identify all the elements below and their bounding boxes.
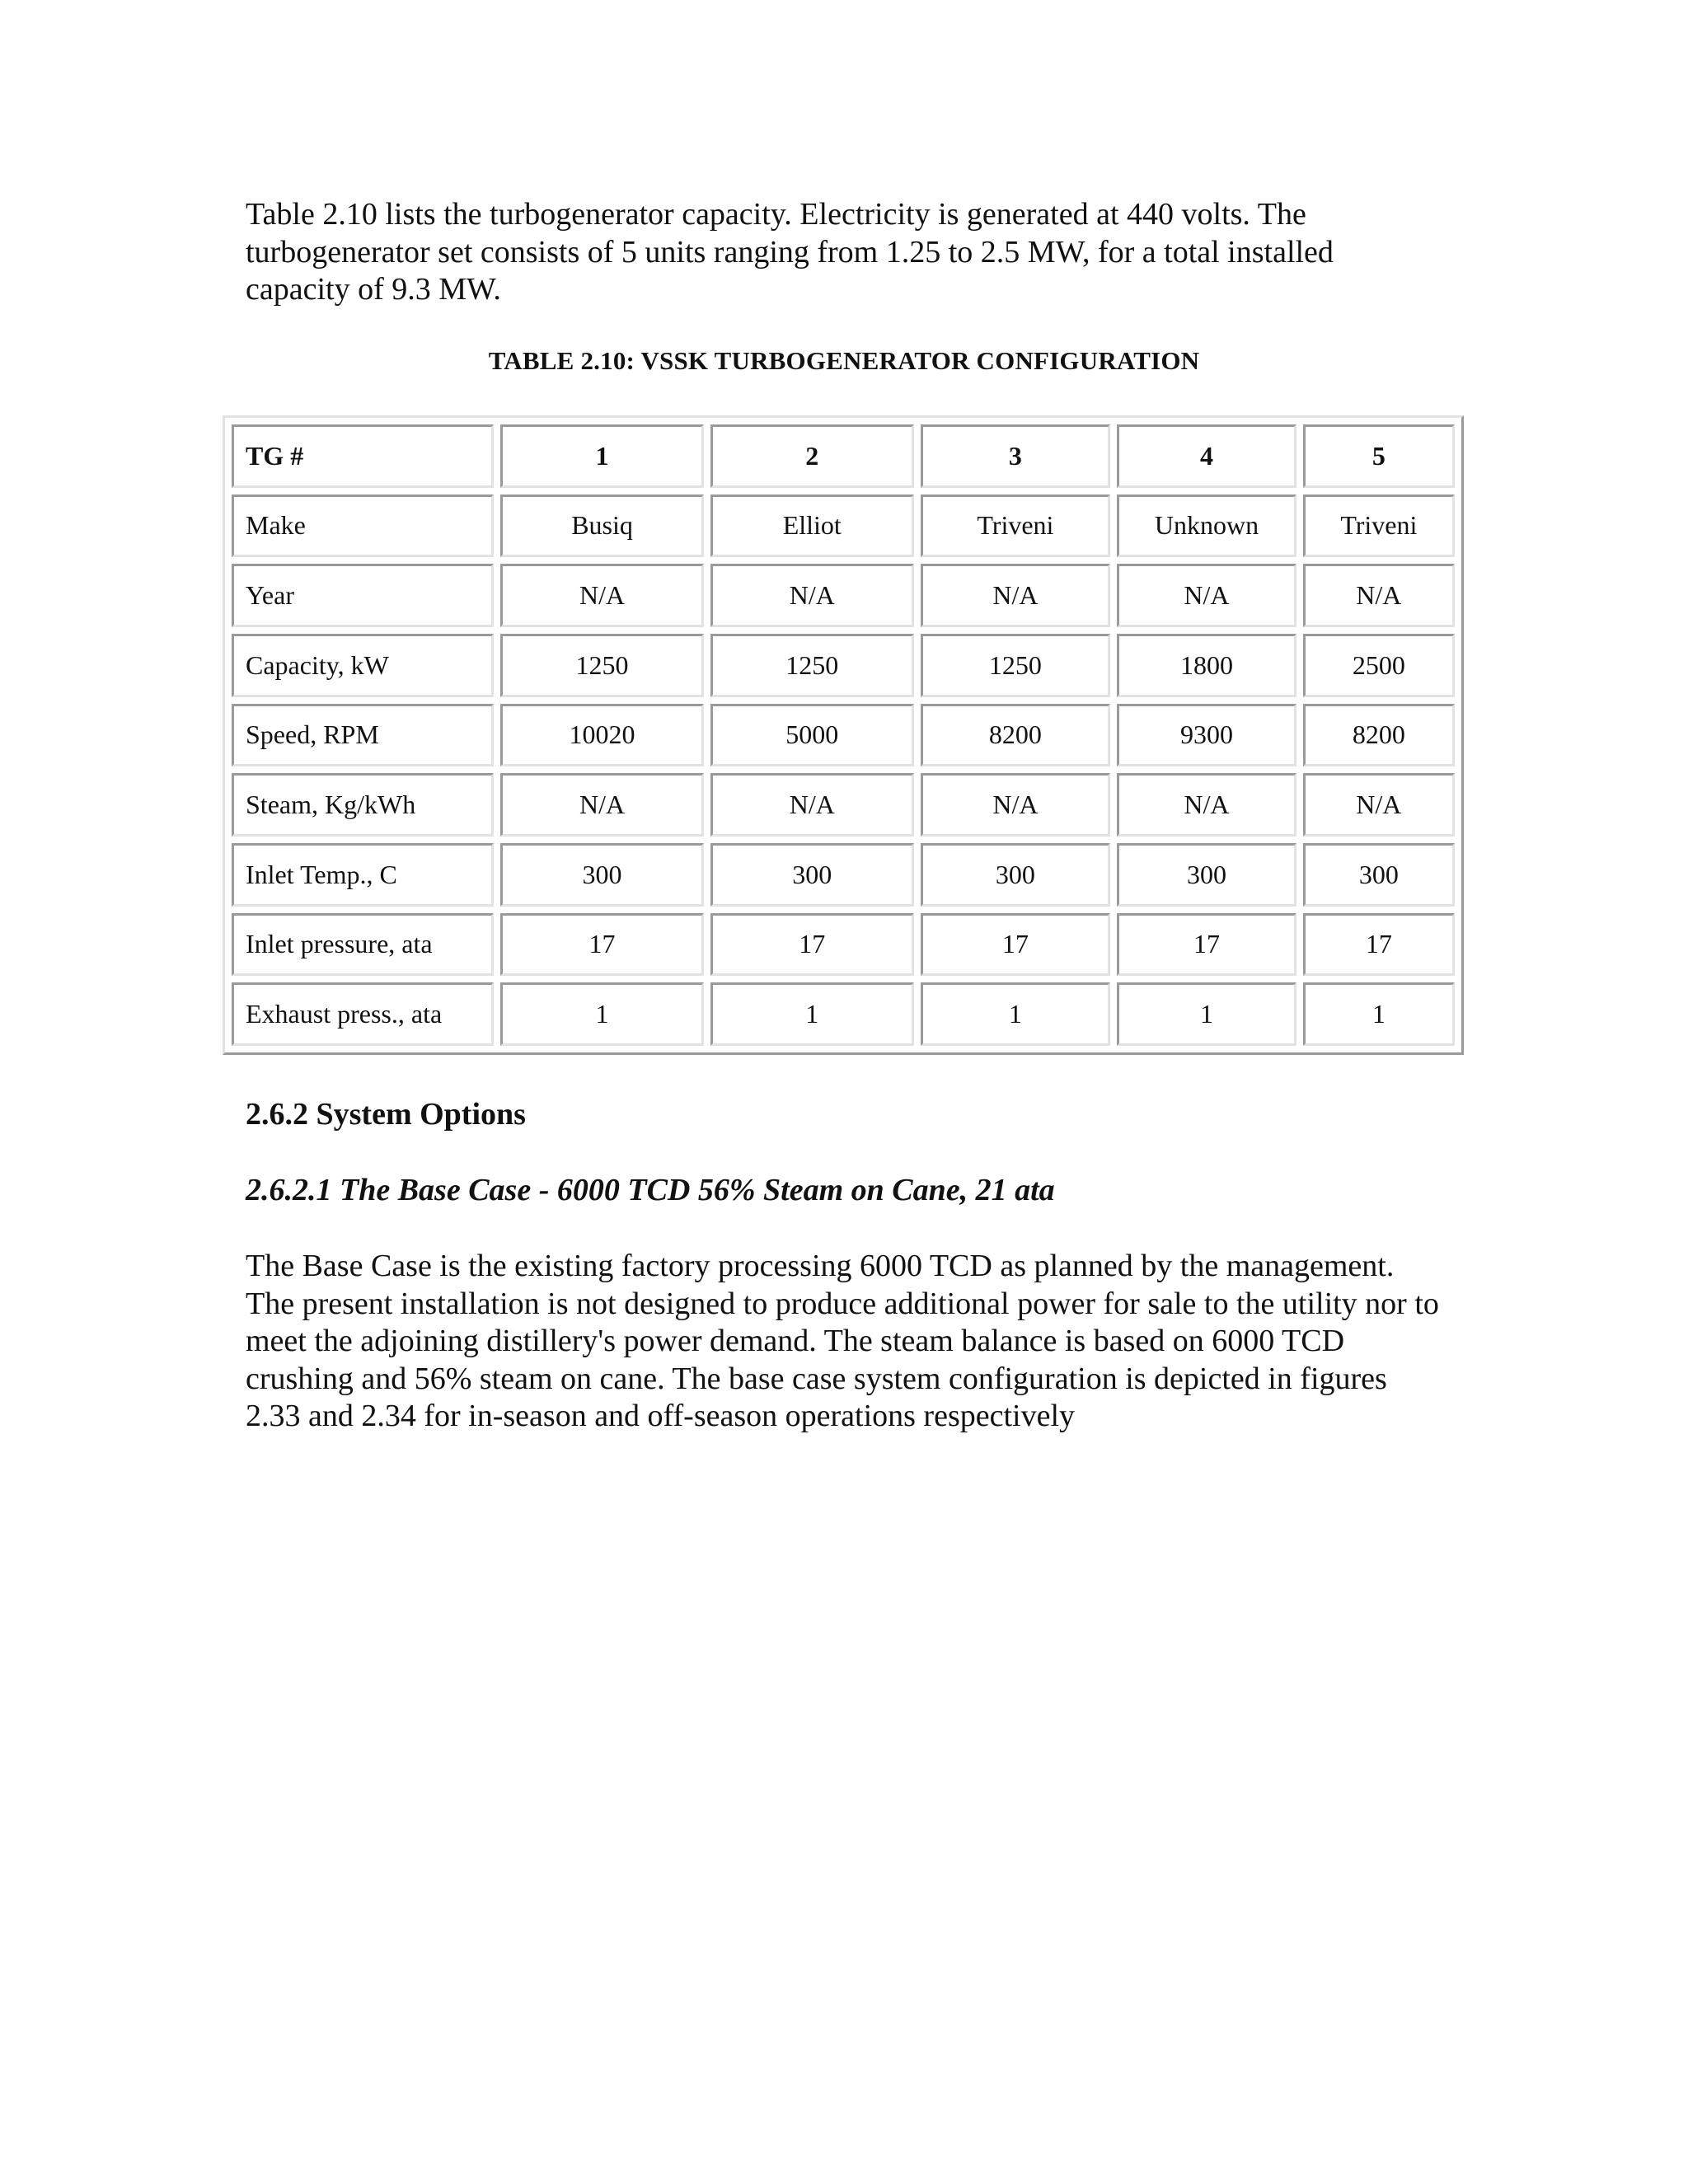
table-cell: 300 xyxy=(500,843,704,907)
table-row-label: Speed, RPM xyxy=(232,704,494,767)
table-row xyxy=(232,913,1455,977)
section-title: 2.6.2 System Options xyxy=(246,1097,526,1132)
table-cell: 1800 xyxy=(1117,634,1296,697)
table-row xyxy=(232,634,1455,697)
table-cell: Triveni xyxy=(921,494,1111,558)
table-cell: N/A xyxy=(1303,564,1455,627)
table-cell: 9300 xyxy=(1117,704,1296,767)
table-cell: 1 xyxy=(710,982,914,1046)
table-cell: N/A xyxy=(1303,773,1455,837)
table-cell: 10020 xyxy=(500,704,704,767)
table-cell: 300 xyxy=(921,843,1111,907)
table-cell: 1250 xyxy=(921,634,1111,697)
table-cell: 5000 xyxy=(710,704,914,767)
table-cell: Elliot xyxy=(710,494,914,558)
table-cell: 300 xyxy=(1117,843,1296,907)
table-caption: TABLE 2.10: VSSK TURBOGENERATOR CONFIGURATION xyxy=(488,346,1200,375)
table-cell: N/A xyxy=(710,773,914,837)
table-cell: 1250 xyxy=(500,634,704,697)
table-cell: 17 xyxy=(500,913,704,977)
table-cell: 1 xyxy=(500,982,704,1046)
table-row xyxy=(232,843,1455,907)
table-row-label: Inlet pressure, ata xyxy=(232,913,494,977)
table-row-label: Make xyxy=(232,494,494,558)
table-header-cell: 5 xyxy=(1303,424,1455,488)
table-header-row xyxy=(232,424,1455,488)
intro-paragraph: Table 2.10 lists the turbogenerator capacity. Electricity is generated at 440 volts. The turbogenerator set consists of 5 units ranging from 1.25 to 2.5 MW, for a total installed capacity of 9.3 MW. xyxy=(246,197,1334,307)
table-cell: 17 xyxy=(710,913,914,977)
table-cell: 2500 xyxy=(1303,634,1455,697)
table-cell: N/A xyxy=(500,773,704,837)
table-cell: 17 xyxy=(1303,913,1455,977)
body-paragraph: The Base Case is the existing factory processing 6000 TCD as planned by the management. The present installation is not designed to produce additional power for sale to the utility nor to meet the adjoining distillery's power demand. The steam balance is based on 6000 TCD crushing and 56% steam on cane. The base case system configuration is depicted in figures 2.33 and 2.34 for in-season and off-season operations respectively xyxy=(246,1249,1439,1433)
table-cell: 1250 xyxy=(710,634,914,697)
subsection-title: 2.6.2.1 The Base Case - 6000 TCD 56% Steam on Cane, 21 ata xyxy=(246,1173,1055,1207)
table-cell: 8200 xyxy=(921,704,1111,767)
table-cell: Triveni xyxy=(1303,494,1455,558)
table-row xyxy=(232,982,1455,1046)
table-row xyxy=(232,773,1455,837)
table-cell: 300 xyxy=(1303,843,1455,907)
table-row xyxy=(232,564,1455,627)
table-header-cell: 1 xyxy=(500,424,704,488)
table-header-cell: TG # xyxy=(232,424,494,488)
table-row xyxy=(232,494,1455,558)
turbogenerator-table xyxy=(223,415,1464,1055)
table-cell: 17 xyxy=(1117,913,1296,977)
table-cell: N/A xyxy=(500,564,704,627)
table-cell: N/A xyxy=(921,564,1111,627)
table-cell: Busiq xyxy=(500,494,704,558)
table-row xyxy=(232,704,1455,767)
table-cell: 1 xyxy=(1117,982,1296,1046)
table-row-label: Steam, Kg/kWh xyxy=(232,773,494,837)
table-cell: 300 xyxy=(710,843,914,907)
table-row-label: Capacity, kW xyxy=(232,634,494,697)
table-cell: 8200 xyxy=(1303,704,1455,767)
table-cell: Unknown xyxy=(1117,494,1296,558)
table-header-cell: 3 xyxy=(921,424,1111,488)
table-row-label: Year xyxy=(232,564,494,627)
table-row-label: Exhaust press., ata xyxy=(232,982,494,1046)
table-cell: 1 xyxy=(1303,982,1455,1046)
table-cell: N/A xyxy=(710,564,914,627)
table-cell: N/A xyxy=(921,773,1111,837)
table-header-cell: 4 xyxy=(1117,424,1296,488)
table-row-label: Inlet Temp., C xyxy=(232,843,494,907)
table-cell: 17 xyxy=(921,913,1111,977)
table-cell: N/A xyxy=(1117,564,1296,627)
table-cell: N/A xyxy=(1117,773,1296,837)
table-header-cell: 2 xyxy=(710,424,914,488)
table-cell: 1 xyxy=(921,982,1111,1046)
